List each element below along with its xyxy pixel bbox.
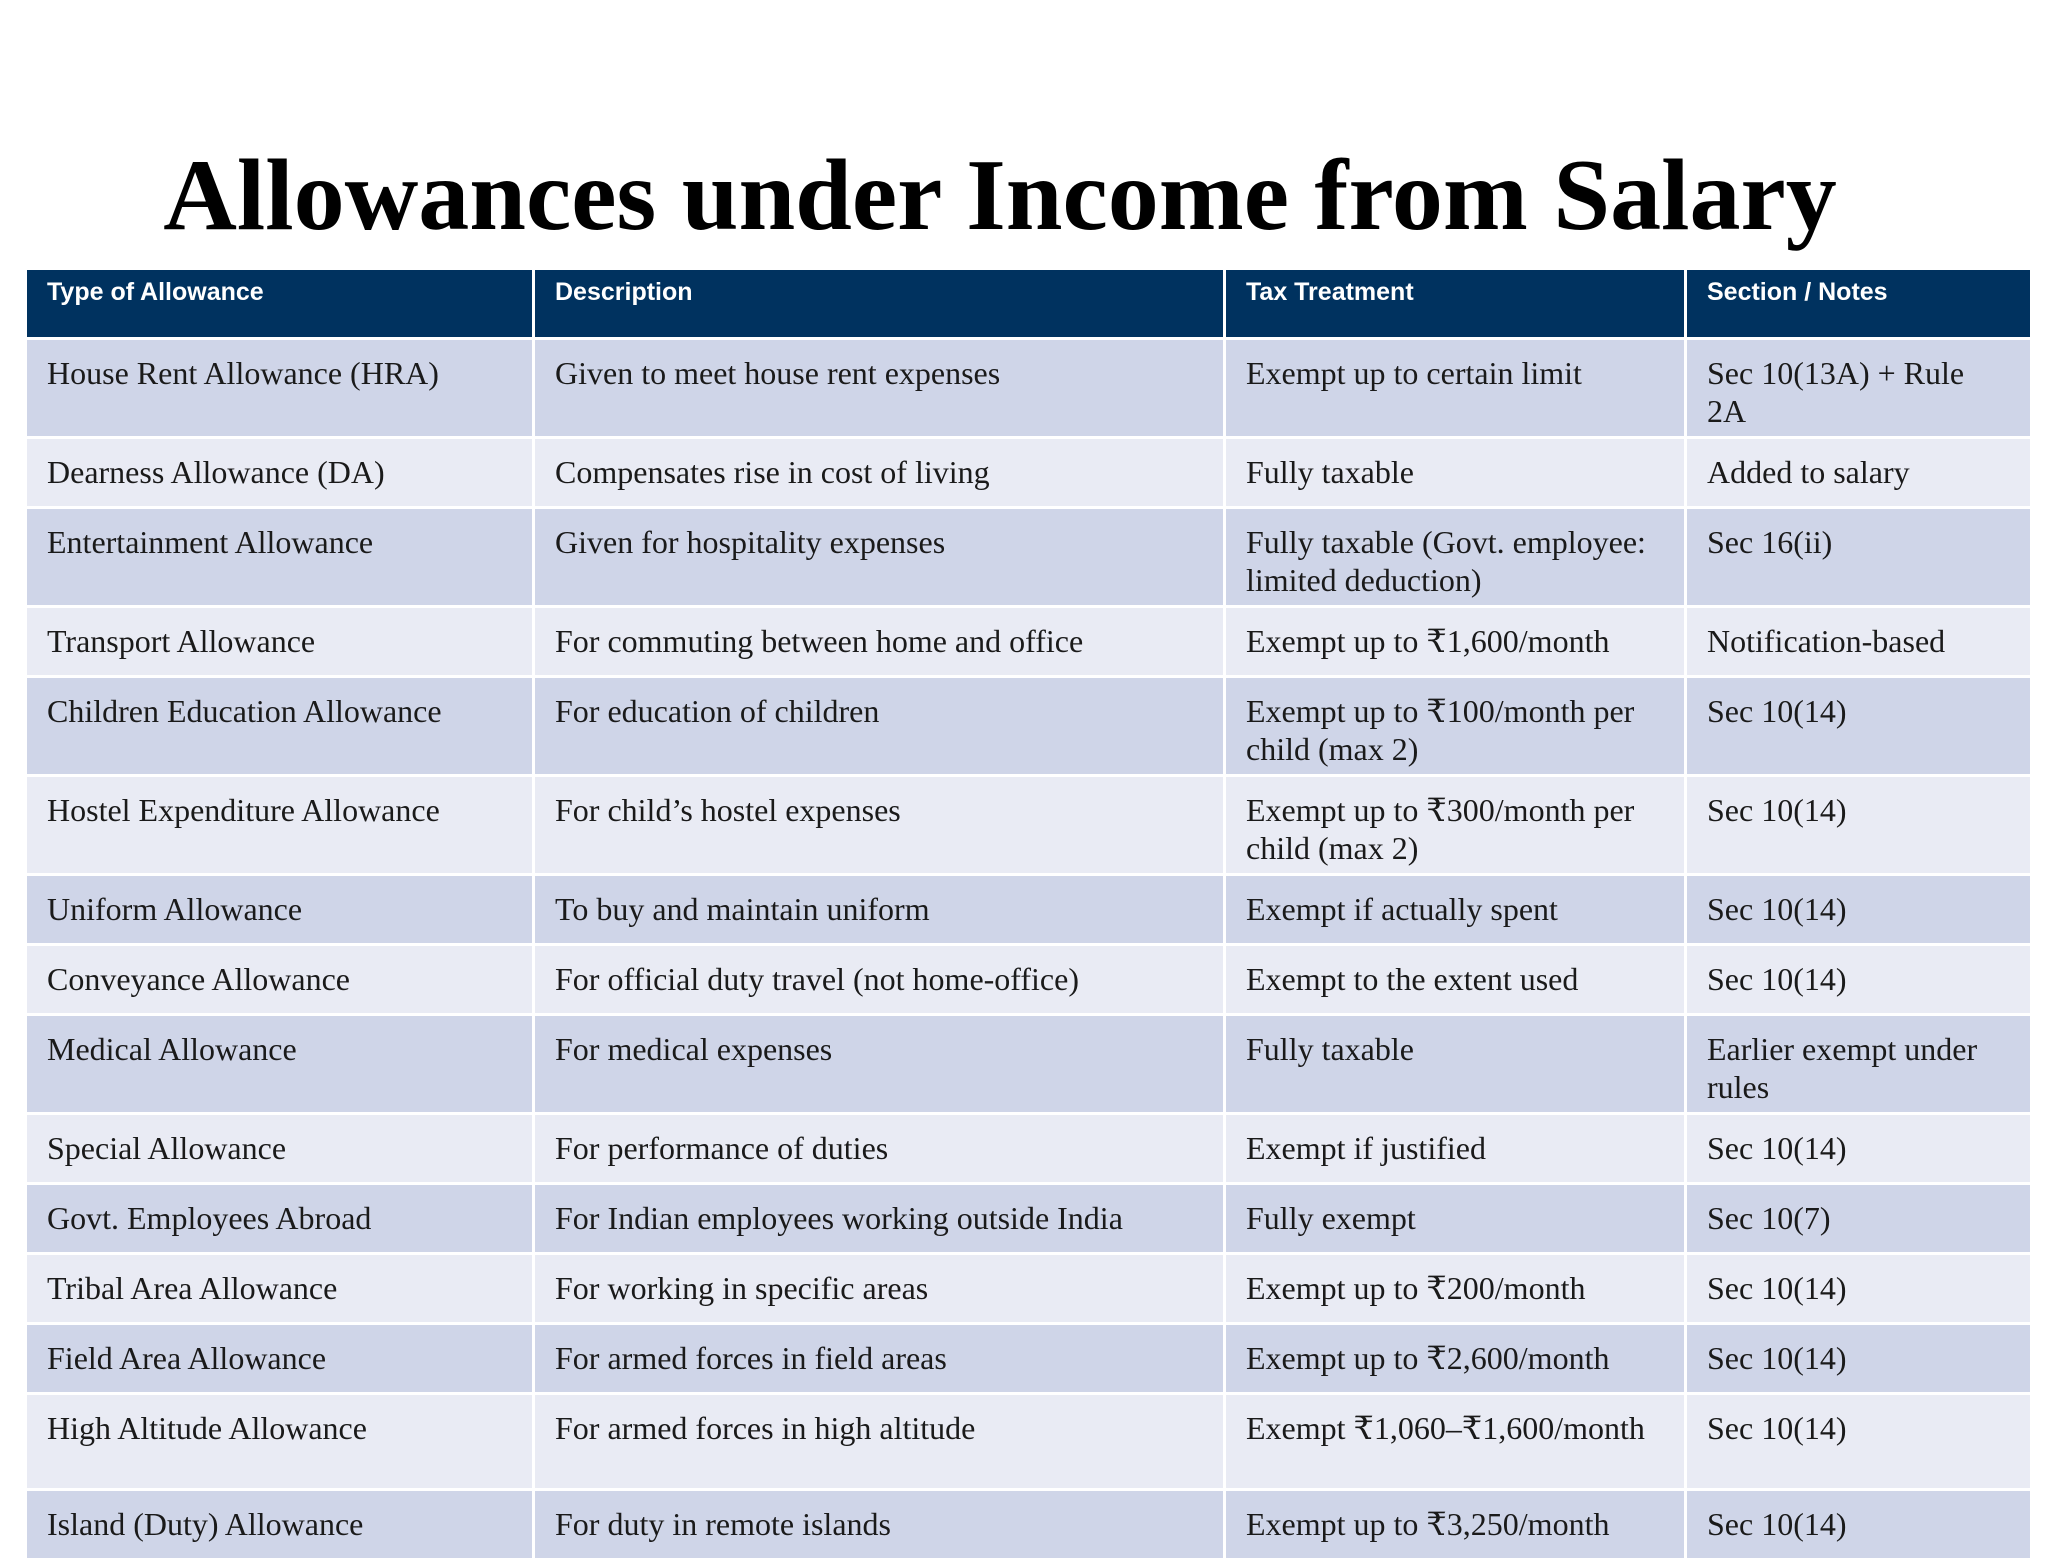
cell-type: Hostel Expenditure Allowance: [26, 775, 534, 874]
cell-description: For armed forces in high altitude: [534, 1393, 1225, 1489]
table-row: [26, 437, 2032, 507]
cell-description: For official duty travel (not home-office): [534, 944, 1225, 1014]
cell-type: Field Area Allowance: [26, 1323, 534, 1393]
cell-tax-treatment: Exempt if justified: [1225, 1113, 1686, 1183]
cell-tax-treatment: Exempt up to certain limit: [1225, 338, 1686, 437]
table-row: [26, 507, 2032, 606]
cell-description: For education of children: [534, 676, 1225, 775]
cell-type: Medical Allowance: [26, 1014, 534, 1113]
table-row: [26, 1014, 2032, 1113]
cell-tax-treatment: Exempt to the extent used: [1225, 944, 1686, 1014]
cell-type: Tribal Area Allowance: [26, 1253, 534, 1323]
table-row: [26, 606, 2032, 676]
cell-section: Added to salary: [1686, 437, 2032, 507]
cell-description: For armed forces in field areas: [534, 1323, 1225, 1393]
cell-section: Sec 16(ii): [1686, 507, 2032, 606]
table-row: [26, 338, 2032, 437]
cell-section: Sec 10(14): [1686, 1113, 2032, 1183]
cell-type: Children Education Allowance: [26, 676, 534, 775]
cell-section: Sec 10(7): [1686, 1183, 2032, 1253]
cell-description: Compensates rise in cost of living: [534, 437, 1225, 507]
cell-tax-treatment: Fully taxable: [1225, 437, 1686, 507]
table-row: [26, 676, 2032, 775]
cell-section: Sec 10(14): [1686, 1489, 2032, 1559]
cell-description: For working in specific areas: [534, 1253, 1225, 1323]
cell-type: Govt. Employees Abroad: [26, 1183, 534, 1253]
cell-type: Island (Duty) Allowance: [26, 1489, 534, 1559]
cell-description: For duty in remote islands: [534, 1489, 1225, 1559]
cell-description: For medical expenses: [534, 1014, 1225, 1113]
cell-type: Dearness Allowance (DA): [26, 437, 534, 507]
cell-section: Notification-based: [1686, 606, 2032, 676]
cell-tax-treatment: Exempt up to ₹1,600/month: [1225, 606, 1686, 676]
cell-tax-treatment: Exempt up to ₹3,250/month: [1225, 1489, 1686, 1559]
cell-description: Given for hospitality expenses: [534, 507, 1225, 606]
cell-description: To buy and maintain uniform: [534, 874, 1225, 944]
header-type-of-allowance: Type of Allowance: [26, 270, 534, 338]
cell-tax-treatment: Exempt ₹1,060–₹1,600/month: [1225, 1393, 1686, 1489]
cell-description: For child’s hostel expenses: [534, 775, 1225, 874]
cell-description: For Indian employees working outside India: [534, 1183, 1225, 1253]
table-row: [26, 1253, 2032, 1323]
allowances-table: [24, 270, 2030, 1561]
cell-type: Conveyance Allowance: [26, 944, 534, 1014]
cell-section: Sec 10(14): [1686, 1323, 2032, 1393]
cell-section: Sec 10(14): [1686, 676, 2032, 775]
table-row: [26, 1183, 2032, 1253]
cell-section: Sec 10(14): [1686, 874, 2032, 944]
table-header-row: [26, 270, 2032, 338]
cell-description: For performance of duties: [534, 1113, 1225, 1183]
header-description: Description: [534, 270, 1225, 338]
cell-section: Sec 10(14): [1686, 1393, 2032, 1489]
slide-title: Allowances under Income from Salary: [163, 139, 1837, 252]
cell-tax-treatment: Exempt up to ₹2,600/month: [1225, 1323, 1686, 1393]
cell-description: For commuting between home and office: [534, 606, 1225, 676]
cell-section: Sec 10(14): [1686, 775, 2032, 874]
table-row: [26, 1489, 2032, 1559]
table-row: [26, 944, 2032, 1014]
cell-type: House Rent Allowance (HRA): [26, 338, 534, 437]
cell-section: Sec 10(14): [1686, 1253, 2032, 1323]
cell-tax-treatment: Fully taxable: [1225, 1014, 1686, 1113]
table-row: [26, 1323, 2032, 1393]
cell-description: Given to meet house rent expenses: [534, 338, 1225, 437]
cell-tax-treatment: Exempt up to ₹100/month per child (max 2): [1225, 676, 1686, 775]
table-row: [26, 874, 2032, 944]
cell-section: Sec 10(13A) + Rule 2A: [1686, 338, 2032, 437]
cell-type: High Altitude Allowance: [26, 1393, 534, 1489]
cell-section: Earlier exempt under rules: [1686, 1014, 2032, 1113]
table-row: [26, 1113, 2032, 1183]
cell-type: Special Allowance: [26, 1113, 534, 1183]
cell-tax-treatment: Exempt up to ₹200/month: [1225, 1253, 1686, 1323]
header-section-notes: Section / Notes: [1686, 270, 2032, 338]
cell-type: Entertainment Allowance: [26, 507, 534, 606]
cell-section: Sec 10(14): [1686, 944, 2032, 1014]
table-row: [26, 775, 2032, 874]
cell-type: Transport Allowance: [26, 606, 534, 676]
cell-type: Uniform Allowance: [26, 874, 534, 944]
header-tax-treatment: Tax Treatment: [1225, 270, 1686, 338]
cell-tax-treatment: Exempt up to ₹300/month per child (max 2): [1225, 775, 1686, 874]
cell-tax-treatment: Exempt if actually spent: [1225, 874, 1686, 944]
table-row: [26, 1393, 2032, 1489]
cell-tax-treatment: Fully exempt: [1225, 1183, 1686, 1253]
cell-tax-treatment: Fully taxable (Govt. employee: limited deduction): [1225, 507, 1686, 606]
